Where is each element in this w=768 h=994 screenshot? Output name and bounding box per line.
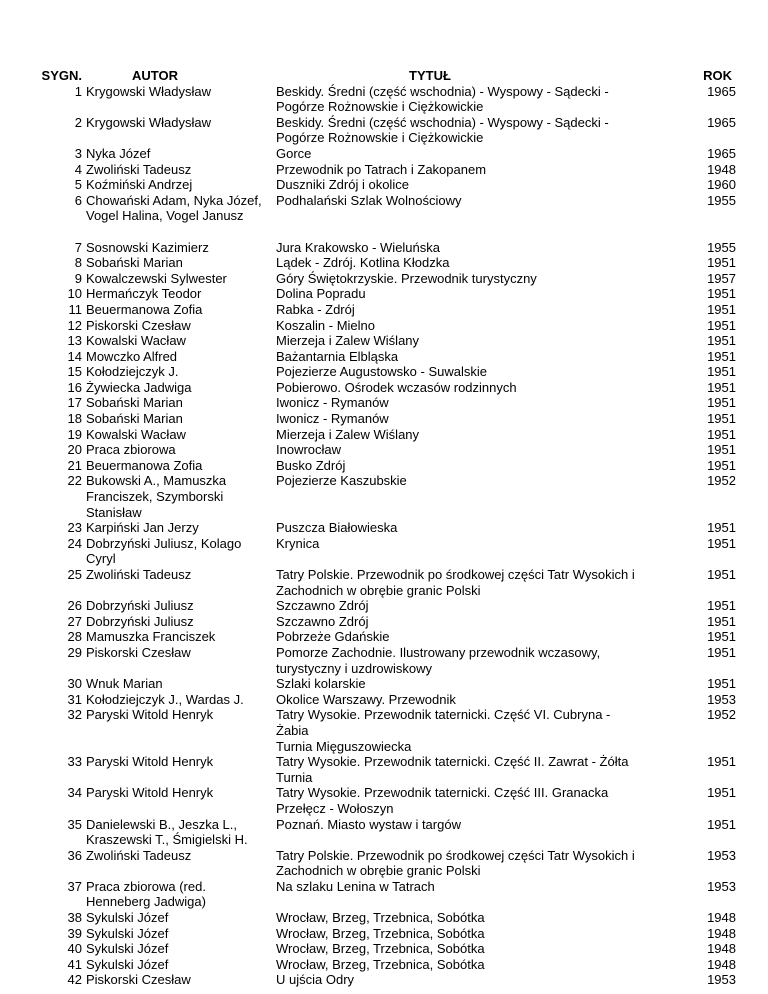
cell-sygn: 15 bbox=[67, 364, 82, 380]
cell-tytul: Bażantarnia Elbląska bbox=[276, 348, 399, 364]
cell-sygn bbox=[0, 770, 82, 786]
cell-tytul: Rabka - Zdrój bbox=[276, 301, 355, 317]
cell-rok: 1951 bbox=[707, 754, 736, 770]
cell-autor: Danielewski B., Jeszka L., bbox=[86, 816, 238, 832]
cell-rok: 1951 bbox=[707, 629, 736, 645]
cell-tytul: Tatry Polskie. Przewodnik po środkowej części Tatr Wysokich i bbox=[276, 567, 635, 582]
cell-rok: 1951 bbox=[707, 411, 736, 427]
cell-rok: 1951 bbox=[707, 442, 736, 458]
cell-autor: Kołodziejczyk J., Wardas J. bbox=[86, 691, 244, 707]
cell-rok bbox=[640, 661, 736, 677]
cell-autor: Chowański Adam, Nyka Józef, bbox=[86, 192, 262, 208]
cell-rok bbox=[640, 489, 736, 505]
table-row bbox=[0, 848, 768, 864]
cell-sygn: 13 bbox=[67, 333, 82, 349]
cell-sygn: 34 bbox=[67, 785, 82, 801]
cell-tytul: Tatry Wysokie. Przewodnik taternicki. Część VI. Cubryna - Żabia bbox=[276, 707, 611, 738]
cell-tytul: Mierzeja i Zalew Wiślany bbox=[276, 426, 420, 442]
cell-tytul: turystyczny i uzdrowiskowy bbox=[276, 660, 433, 676]
cell-sygn: 23 bbox=[67, 520, 82, 536]
cell-sygn: 33 bbox=[67, 754, 82, 770]
cell-autor: Nyka Józef bbox=[86, 145, 151, 161]
cell-autor: Praca zbiorowa bbox=[86, 442, 176, 458]
table-body bbox=[0, 84, 768, 988]
table-row bbox=[0, 910, 768, 926]
table-row-continuation bbox=[0, 583, 768, 599]
cell-tytul: Inowrocław bbox=[276, 442, 342, 458]
cell-autor bbox=[82, 801, 272, 817]
cell-rok: 1951 bbox=[707, 395, 736, 411]
cell-autor bbox=[82, 863, 272, 879]
table-row bbox=[0, 707, 768, 738]
table-row bbox=[0, 318, 768, 334]
cell-tytul: Gorce bbox=[276, 145, 312, 161]
cell-autor: Dobrzyński Juliusz bbox=[86, 613, 194, 629]
cell-rok bbox=[640, 208, 736, 224]
cell-tytul: Pogórze Rożnowskie i Ciężkowickie bbox=[276, 130, 484, 146]
table-row bbox=[0, 240, 768, 256]
cell-sygn bbox=[0, 894, 82, 910]
cell-rok: 1965 bbox=[707, 145, 736, 161]
catalog-table bbox=[0, 68, 768, 988]
table-row bbox=[0, 333, 768, 349]
cell-autor: Kołodziejczyk J. bbox=[86, 364, 179, 380]
cell-rok: 1951 bbox=[707, 598, 736, 614]
table-row bbox=[0, 536, 768, 552]
cell-rok bbox=[640, 551, 736, 567]
cell-rok bbox=[640, 801, 736, 817]
cell-rok bbox=[640, 739, 736, 755]
table-row-continuation bbox=[0, 894, 768, 910]
table-row bbox=[0, 380, 768, 396]
cell-rok: 1953 bbox=[707, 972, 736, 988]
table-row bbox=[0, 271, 768, 287]
cell-tytul: Iwonicz - Rymanów bbox=[276, 395, 389, 411]
cell-rok: 1951 bbox=[707, 567, 736, 582]
cell-rok bbox=[640, 583, 736, 599]
cell-sygn: 30 bbox=[67, 676, 82, 692]
cell-tytul: Beskidy. Średni (część wschodnia) - Wyspowy - Sądecki - bbox=[276, 83, 609, 99]
cell-autor: Vogel Halina, Vogel Janusz bbox=[86, 208, 244, 224]
cell-tytul: Pobrzeże Gdańskie bbox=[276, 629, 390, 645]
cell-rok bbox=[640, 770, 736, 786]
cell-autor: Zwoliński Tadeusz bbox=[86, 161, 192, 177]
cell-rok: 1951 bbox=[707, 301, 736, 317]
cell-rok: 1953 bbox=[707, 878, 736, 894]
cell-autor bbox=[82, 583, 272, 599]
cell-autor: Zwoliński Tadeusz bbox=[86, 847, 192, 863]
cell-sygn: 6 bbox=[74, 192, 82, 208]
table-row bbox=[0, 177, 768, 193]
cell-sygn: 20 bbox=[67, 442, 82, 458]
cell-tytul: Tatry Wysokie. Przewodnik taternicki. Część II. Zawrat - Żółta bbox=[276, 754, 629, 770]
cell-sygn: 37 bbox=[67, 878, 82, 894]
table-row bbox=[0, 972, 768, 988]
cell-tytul: Turnia bbox=[276, 769, 313, 785]
table-row bbox=[0, 520, 768, 536]
cell-rok bbox=[640, 894, 736, 910]
cell-rok: 1951 bbox=[707, 333, 736, 349]
cell-sygn bbox=[0, 99, 82, 115]
cell-sygn bbox=[0, 505, 82, 521]
cell-autor bbox=[82, 130, 272, 146]
table-row bbox=[0, 645, 768, 661]
cell-tytul: Wrocław, Brzeg, Trzebnica, Sobótka bbox=[276, 910, 485, 926]
cell-sygn: 2 bbox=[74, 114, 82, 130]
cell-autor: Sosnowski Kazimierz bbox=[86, 239, 209, 255]
cell-tytul bbox=[272, 208, 640, 224]
cell-autor: Żywiecka Jadwiga bbox=[86, 379, 192, 395]
cell-sygn: 8 bbox=[74, 255, 82, 271]
cell-sygn: 40 bbox=[67, 941, 82, 957]
cell-sygn: 27 bbox=[67, 613, 82, 629]
cell-rok: 1948 bbox=[707, 925, 736, 941]
cell-autor: Cyryl bbox=[86, 551, 116, 567]
cell-rok: 1965 bbox=[707, 114, 736, 130]
cell-sygn bbox=[0, 739, 82, 755]
cell-tytul: Zachodnich w obrębie granic Polski bbox=[276, 582, 481, 598]
cell-autor: Krygowski Władysław bbox=[86, 114, 211, 130]
table-row bbox=[0, 193, 768, 209]
cell-sygn: 31 bbox=[67, 691, 82, 707]
cell-rok: 1951 bbox=[707, 426, 736, 442]
cell-autor: Paryski Witold Henryk bbox=[86, 754, 214, 770]
table-row bbox=[0, 676, 768, 692]
cell-tytul: Beskidy. Średni (część wschodnia) - Wyspowy - Sądecki - bbox=[276, 114, 609, 130]
cell-rok: 1951 bbox=[707, 520, 736, 536]
cell-sygn: 39 bbox=[67, 925, 82, 941]
cell-sygn bbox=[0, 583, 82, 599]
cell-sygn: 7 bbox=[74, 239, 82, 255]
cell-rok: 1955 bbox=[707, 239, 736, 255]
table-row bbox=[0, 302, 768, 318]
cell-rok: 1948 bbox=[707, 910, 736, 926]
cell-tytul bbox=[272, 505, 640, 521]
cell-sygn bbox=[0, 801, 82, 817]
cell-autor: Koźmiński Andrzej bbox=[86, 177, 193, 193]
cell-rok: 1951 bbox=[707, 816, 736, 832]
cell-autor bbox=[82, 770, 272, 786]
table-row bbox=[0, 598, 768, 614]
table-row-continuation bbox=[0, 801, 768, 817]
cell-sygn: 38 bbox=[67, 910, 82, 926]
table-row-continuation bbox=[0, 505, 768, 521]
header-row bbox=[0, 68, 768, 84]
cell-tytul: Jura Krakowsko - Wieluńska bbox=[276, 239, 440, 255]
cell-sygn: 5 bbox=[74, 177, 82, 193]
cell-tytul: Zachodnich w obrębie granic Polski bbox=[276, 863, 481, 879]
cell-autor: Sykulski Józef bbox=[86, 910, 169, 926]
cell-tytul: Przewodnik po Tatrach i Zakopanem bbox=[276, 161, 487, 177]
table-row bbox=[0, 817, 768, 833]
cell-tytul: Dolina Popradu bbox=[276, 286, 366, 302]
table-row-continuation bbox=[0, 130, 768, 146]
cell-tytul: Wrocław, Brzeg, Trzebnica, Sobótka bbox=[276, 925, 485, 941]
cell-autor: Paryski Witold Henryk bbox=[86, 785, 214, 801]
cell-autor: Dobrzyński Juliusz bbox=[86, 598, 194, 614]
table-row-continuation bbox=[0, 739, 768, 755]
cell-sygn: 12 bbox=[67, 317, 82, 333]
cell-rok bbox=[640, 99, 736, 115]
cell-sygn: 10 bbox=[67, 286, 82, 302]
cell-autor: Kowalski Wacław bbox=[86, 333, 186, 349]
cell-rok bbox=[640, 130, 736, 146]
cell-tytul bbox=[272, 832, 640, 848]
header-rok: ROK bbox=[703, 68, 732, 83]
header-autor: AUTOR bbox=[132, 68, 178, 83]
cell-sygn: 14 bbox=[67, 348, 82, 364]
table-row bbox=[0, 614, 768, 630]
cell-rok: 1957 bbox=[707, 270, 736, 286]
cell-sygn: 26 bbox=[67, 598, 82, 614]
table-row bbox=[0, 754, 768, 770]
cell-sygn: 29 bbox=[67, 644, 82, 660]
cell-sygn: 9 bbox=[74, 270, 82, 286]
cell-tytul: Lądek - Zdrój. Kotlina Kłodzka bbox=[276, 255, 450, 271]
cell-tytul: Mierzeja i Zalew Wiślany bbox=[276, 333, 420, 349]
cell-rok: 1953 bbox=[707, 691, 736, 707]
table-row-continuation bbox=[0, 832, 768, 848]
cell-tytul: Koszalin - Mielno bbox=[276, 317, 375, 333]
table-row-continuation bbox=[0, 99, 768, 115]
cell-autor bbox=[82, 739, 272, 755]
cell-autor: Sobański Marian bbox=[86, 395, 183, 411]
cell-rok: 1951 bbox=[707, 255, 736, 271]
cell-autor: Beuermanowa Zofia bbox=[86, 457, 203, 473]
cell-sygn bbox=[0, 863, 82, 879]
cell-sygn: 21 bbox=[67, 457, 82, 473]
cell-autor: Piskorski Czesław bbox=[86, 644, 191, 660]
cell-autor: Mamuszka Franciszek bbox=[86, 629, 216, 645]
cell-sygn: 42 bbox=[67, 972, 82, 988]
header-sygn: SYGN. bbox=[41, 68, 82, 83]
cell-rok: 1948 bbox=[707, 941, 736, 957]
cell-autor: Dobrzyński Juliusz, Kolago bbox=[86, 535, 242, 551]
cell-sygn: 36 bbox=[67, 847, 82, 863]
cell-autor: Henneberg Jadwiga) bbox=[86, 894, 206, 910]
cell-autor: Sobański Marian bbox=[86, 255, 183, 271]
table-row bbox=[0, 349, 768, 365]
cell-rok bbox=[640, 863, 736, 879]
cell-tytul bbox=[272, 551, 640, 567]
cell-sygn bbox=[0, 832, 82, 848]
table-row bbox=[0, 427, 768, 443]
cell-tytul: Pogórze Rożnowskie i Ciężkowickie bbox=[276, 99, 484, 115]
cell-rok: 1955 bbox=[707, 192, 736, 208]
cell-tytul: Szczawno Zdrój bbox=[276, 613, 369, 629]
cell-sygn: 4 bbox=[74, 161, 82, 177]
table-row-continuation bbox=[0, 770, 768, 786]
cell-rok: 1951 bbox=[707, 785, 736, 801]
cell-autor: Sykulski Józef bbox=[86, 925, 169, 941]
cell-rok: 1951 bbox=[707, 364, 736, 380]
table-row bbox=[0, 255, 768, 271]
cell-rok: 1951 bbox=[707, 457, 736, 473]
table-row bbox=[0, 411, 768, 427]
cell-sygn: 41 bbox=[67, 956, 82, 972]
cell-tytul: Puszcza Białowieska bbox=[276, 520, 398, 536]
cell-autor: Mowczko Alfred bbox=[86, 348, 178, 364]
cell-rok: 1951 bbox=[707, 348, 736, 364]
cell-autor: Franciszek, Szymborski bbox=[86, 489, 224, 505]
cell-autor bbox=[82, 661, 272, 677]
table-row bbox=[0, 567, 768, 583]
cell-sygn: 32 bbox=[67, 707, 82, 723]
table-row bbox=[0, 941, 768, 957]
cell-autor: Wnuk Marian bbox=[86, 676, 163, 692]
table-row-continuation bbox=[0, 208, 768, 224]
table-row-continuation bbox=[0, 661, 768, 677]
cell-rok: 1951 bbox=[707, 317, 736, 333]
table-row bbox=[0, 84, 768, 100]
cell-autor: Kowalczewski Sylwester bbox=[86, 270, 227, 286]
table-row bbox=[0, 442, 768, 458]
cell-tytul: Pomorze Zachodnie. Ilustrowany przewodnik wczasowy, bbox=[276, 644, 601, 660]
cell-tytul: Pojezierze Kaszubskie bbox=[276, 473, 407, 489]
cell-rok bbox=[640, 505, 736, 521]
table-row bbox=[0, 395, 768, 411]
cell-sygn bbox=[0, 489, 82, 505]
cell-rok: 1952 bbox=[707, 707, 736, 723]
cell-tytul: Poznań. Miasto wystaw i targów bbox=[276, 816, 461, 832]
cell-tytul: Pobierowo. Ośrodek wczasów rodzinnych bbox=[276, 379, 517, 395]
cell-rok: 1951 bbox=[707, 644, 736, 660]
cell-tytul: Krynica bbox=[276, 535, 320, 551]
table-row bbox=[0, 115, 768, 131]
table-row bbox=[0, 458, 768, 474]
table-row-continuation bbox=[0, 863, 768, 879]
cell-autor: Paryski Witold Henryk bbox=[86, 707, 214, 723]
cell-autor: Piskorski Czesław bbox=[86, 972, 191, 988]
cell-tytul: Okolice Warszawy. Przewodnik bbox=[276, 691, 456, 707]
table-row bbox=[0, 286, 768, 302]
cell-sygn bbox=[0, 661, 82, 677]
cell-rok bbox=[640, 832, 736, 848]
cell-rok: 1960 bbox=[707, 177, 736, 193]
cell-tytul: Tatry Wysokie. Przewodnik taternicki. Część III. Granacka bbox=[276, 785, 609, 801]
cell-tytul bbox=[272, 489, 640, 505]
cell-tytul bbox=[272, 894, 640, 910]
cell-sygn: 24 bbox=[67, 535, 82, 551]
cell-autor: Sykulski Józef bbox=[86, 941, 169, 957]
cell-rok: 1951 bbox=[707, 613, 736, 629]
cell-autor: Bukowski A., Mamuszka bbox=[86, 473, 227, 489]
cell-autor: Sykulski Józef bbox=[86, 956, 169, 972]
table-row bbox=[0, 629, 768, 645]
table-row-continuation bbox=[0, 489, 768, 505]
table-row bbox=[0, 473, 768, 489]
table-row bbox=[0, 692, 768, 708]
cell-sygn: 11 bbox=[68, 301, 82, 317]
cell-tytul: Podhalański Szlak Wolnościowy bbox=[276, 192, 462, 208]
cell-sygn bbox=[0, 208, 82, 224]
cell-autor bbox=[82, 99, 272, 115]
cell-tytul: Pojezierze Augustowsko - Suwalskie bbox=[276, 364, 487, 380]
cell-rok: 1951 bbox=[707, 535, 736, 551]
cell-tytul: Iwonicz - Rymanów bbox=[276, 411, 389, 427]
cell-sygn bbox=[0, 551, 82, 567]
cell-sygn: 16 bbox=[67, 379, 82, 395]
cell-sygn: 3 bbox=[74, 145, 82, 161]
cell-tytul: Szczawno Zdrój bbox=[276, 598, 369, 614]
cell-sygn: 18 bbox=[67, 411, 82, 427]
table-row bbox=[0, 957, 768, 973]
cell-rok: 1948 bbox=[707, 956, 736, 972]
cell-sygn: 17 bbox=[67, 395, 82, 411]
cell-sygn: 28 bbox=[67, 629, 82, 645]
cell-tytul: Tatry Polskie. Przewodnik po środkowej części Tatr Wysokich i bbox=[276, 847, 635, 863]
table-row bbox=[0, 785, 768, 801]
cell-rok: 1965 bbox=[707, 83, 736, 99]
cell-sygn: 25 bbox=[67, 567, 82, 582]
cell-tytul: Wrocław, Brzeg, Trzebnica, Sobótka bbox=[276, 941, 485, 957]
header-tytul: TYTUŁ bbox=[409, 68, 451, 83]
cell-rok: 1951 bbox=[707, 286, 736, 302]
cell-autor: Kraszewski T., Śmigielski H. bbox=[86, 832, 248, 848]
cell-autor: Zwoliński Tadeusz bbox=[86, 567, 192, 582]
cell-autor: Krygowski Władysław bbox=[86, 83, 211, 99]
cell-tytul: U ujścia Odry bbox=[276, 972, 355, 988]
table-row bbox=[0, 364, 768, 380]
table-row bbox=[0, 162, 768, 178]
cell-tytul: Przełęcz - Wołoszyn bbox=[276, 800, 394, 816]
cell-rok: 1951 bbox=[707, 379, 736, 395]
cell-sygn bbox=[0, 130, 82, 146]
cell-autor: Stanisław bbox=[86, 504, 142, 520]
cell-tytul: Busko Zdrój bbox=[276, 457, 346, 473]
cell-autor: Karpiński Jan Jerzy bbox=[86, 520, 199, 536]
cell-autor: Piskorski Czesław bbox=[86, 317, 191, 333]
cell-autor: Hermańczyk Teodor bbox=[86, 286, 202, 302]
cell-tytul: Wrocław, Brzeg, Trzebnica, Sobótka bbox=[276, 956, 485, 972]
cell-rok: 1948 bbox=[707, 161, 736, 177]
cell-sygn: 35 bbox=[67, 816, 82, 832]
cell-sygn: 1 bbox=[74, 83, 82, 99]
table-row bbox=[0, 926, 768, 942]
table-row bbox=[0, 879, 768, 895]
cell-sygn: 19 bbox=[67, 426, 82, 442]
table-row bbox=[0, 146, 768, 162]
cell-rok: 1953 bbox=[707, 847, 736, 863]
cell-autor: Kowalski Wacław bbox=[86, 426, 186, 442]
cell-tytul: Turnia Mięguszowiecka bbox=[276, 738, 412, 754]
cell-tytul: Na szlaku Lenina w Tatrach bbox=[276, 878, 435, 894]
cell-autor: Sobański Marian bbox=[86, 411, 183, 427]
cell-autor: Beuermanowa Zofia bbox=[86, 301, 203, 317]
cell-tytul: Góry Świętokrzyskie. Przewodnik turystyczny bbox=[276, 270, 537, 286]
cell-tytul: Duszniki Zdrój i okolice bbox=[276, 177, 409, 193]
cell-tytul: Szlaki kolarskie bbox=[276, 676, 366, 692]
row-spacer bbox=[0, 224, 768, 240]
cell-rok: 1952 bbox=[707, 473, 736, 489]
cell-rok: 1951 bbox=[707, 676, 736, 692]
table-row-continuation bbox=[0, 551, 768, 567]
cell-autor: Praca zbiorowa (red. bbox=[86, 878, 206, 894]
cell-sygn: 22 bbox=[67, 473, 82, 489]
